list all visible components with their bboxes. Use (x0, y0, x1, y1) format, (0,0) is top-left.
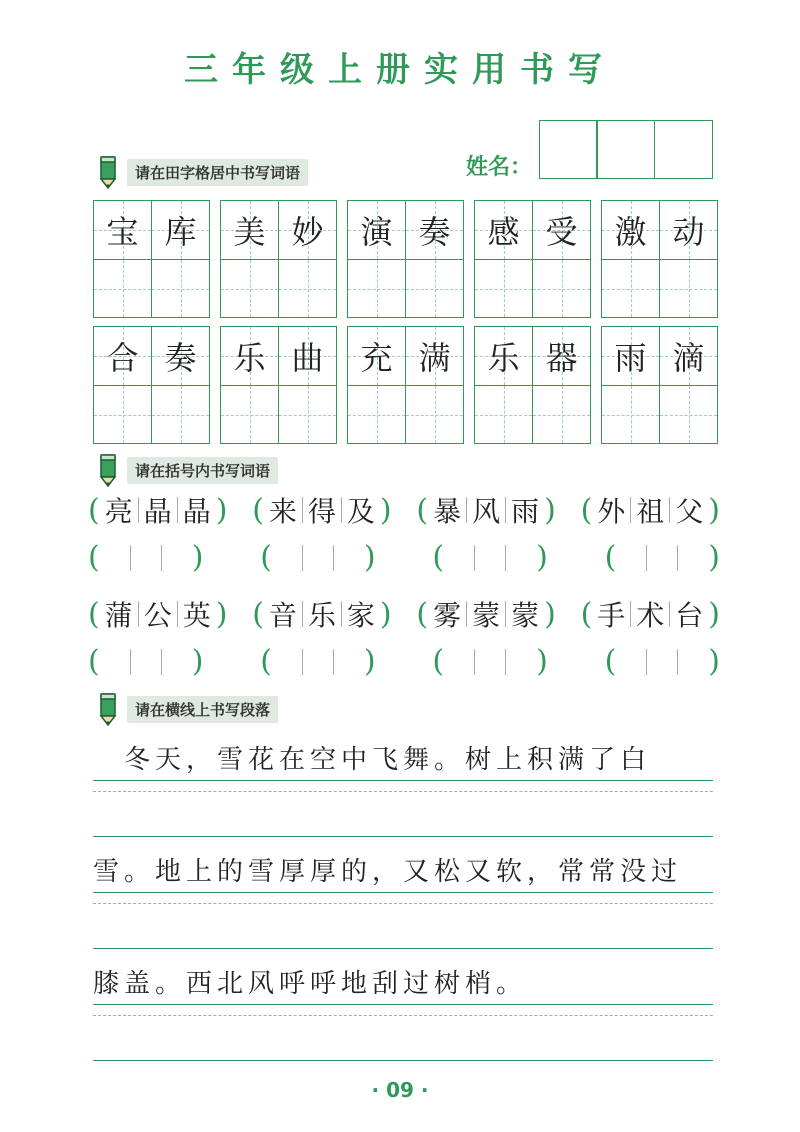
paren-character: 外 (597, 495, 626, 528)
tianzige-cell (94, 201, 151, 317)
open-paren: ( (252, 492, 264, 528)
paragraph-block (93, 852, 713, 949)
cell-practice[interactable] (406, 386, 463, 443)
open-paren: ( (580, 492, 593, 528)
model-character: 美 (233, 213, 266, 251)
solid-rule (93, 1060, 713, 1061)
char-divider (333, 649, 334, 675)
cell-model (533, 327, 590, 386)
pencil-icon (95, 692, 121, 726)
cell-model (406, 201, 463, 260)
paren-word (252, 594, 391, 634)
model-character: 动 (672, 213, 705, 251)
name-label: 姓名： (466, 155, 533, 180)
close-paren: ) (536, 644, 548, 679)
word-grid (474, 326, 591, 444)
word-grid (474, 200, 591, 318)
paren-character: 英 (182, 599, 211, 632)
solid-rule (93, 948, 713, 949)
cell-practice[interactable] (152, 260, 209, 317)
paren-row-model (88, 490, 720, 530)
cell-model (602, 327, 659, 386)
cell-model (660, 327, 717, 386)
cell-model (406, 327, 463, 386)
paragraph-line: 冬天，雪花在空中飞舞。树上积满了白 (93, 745, 652, 775)
model-character: 合 (106, 339, 139, 377)
open-paren: ( (604, 644, 617, 679)
tianzige-cell (405, 201, 463, 317)
section-2-header (95, 453, 278, 487)
cell-practice[interactable] (475, 260, 532, 317)
tianzige-cell (659, 327, 717, 443)
char-divider (505, 545, 506, 571)
paren-character: 风 (472, 495, 501, 528)
word-grid (601, 200, 718, 318)
paren-row-model (88, 594, 720, 634)
char-divider (130, 649, 131, 675)
model-character: 滴 (672, 339, 705, 377)
page-title: 三年级上册实用书写 (184, 50, 616, 90)
cell-practice[interactable] (221, 260, 278, 317)
char-divider (333, 545, 334, 571)
tianzige-cell (221, 201, 278, 317)
cell-practice[interactable] (533, 260, 590, 317)
tianzige-cell (221, 327, 278, 443)
tianzige-cell (475, 201, 532, 317)
cell-practice[interactable] (602, 260, 659, 317)
paragraph-line: 雪。地上的雪厚厚的，又松又软，常常没过 (93, 857, 683, 887)
paren-character: 雾 (433, 599, 462, 632)
paren-character: 亮 (104, 495, 133, 528)
open-paren: ( (260, 644, 272, 679)
open-paren: ( (416, 596, 429, 632)
char-divider (646, 545, 647, 571)
solid-rule (93, 836, 713, 837)
section-label: 请在括号内书写词语 (127, 457, 278, 484)
paren-row-practice (88, 644, 720, 679)
char-divider (505, 649, 506, 675)
paren-character: 暴 (433, 495, 462, 528)
tianzige-cell (475, 327, 532, 443)
close-paren: ) (191, 540, 204, 575)
cell-model (348, 201, 405, 260)
tianzige-cell (532, 327, 590, 443)
paren-word (581, 594, 720, 634)
cell-practice[interactable] (279, 260, 336, 317)
cell-model (348, 327, 405, 386)
cell-model (602, 201, 659, 260)
paren-character: 公 (143, 599, 172, 632)
close-paren: ) (379, 492, 392, 528)
paren-word (416, 594, 555, 634)
open-paren: ( (252, 596, 264, 632)
close-paren: ) (215, 492, 228, 528)
open-paren: ( (88, 596, 100, 632)
tianzige-cell (278, 201, 336, 317)
close-paren: ) (363, 644, 376, 679)
tianzige-cell (94, 327, 151, 443)
paren-word (88, 594, 227, 634)
tianzige-cell (348, 327, 405, 443)
model-character: 受 (545, 213, 578, 251)
paren-word (416, 490, 555, 530)
open-paren: ( (416, 492, 429, 528)
cell-model (475, 327, 532, 386)
paragraph-block (93, 964, 713, 1061)
cell-practice[interactable] (406, 260, 463, 317)
paren-character: 晶 (143, 495, 172, 528)
cell-model (475, 201, 532, 260)
paren-character: 父 (675, 495, 704, 528)
close-paren: ) (544, 596, 556, 632)
char-divider (302, 649, 303, 675)
close-paren: ) (544, 492, 556, 528)
writing-space[interactable] (93, 904, 713, 948)
char-divider (474, 649, 475, 675)
cell-practice[interactable] (475, 386, 532, 443)
paren-character: 家 (346, 599, 375, 632)
name-boxes (540, 120, 713, 179)
close-paren: ) (379, 596, 392, 632)
model-character: 感 (487, 213, 520, 251)
close-paren: ) (363, 540, 376, 575)
paren-character: 来 (268, 495, 297, 528)
tianzige-cell (151, 201, 209, 317)
cell-practice[interactable] (660, 260, 717, 317)
model-character: 奏 (418, 213, 451, 251)
writing-space[interactable] (93, 792, 713, 836)
close-paren: ) (536, 540, 548, 575)
cell-model (152, 201, 209, 260)
paren-word (581, 490, 720, 530)
word-grid (601, 326, 718, 444)
tianzige-cell (151, 327, 209, 443)
tianzige-cell (405, 327, 463, 443)
writing-space[interactable] (93, 1016, 713, 1060)
model-character: 乐 (487, 339, 520, 377)
open-paren: ( (580, 596, 593, 632)
char-divider (161, 545, 162, 571)
cell-model (221, 327, 278, 386)
cell-practice[interactable] (94, 386, 151, 443)
char-divider (677, 545, 678, 571)
model-character: 雨 (614, 339, 647, 377)
close-paren: ) (215, 596, 228, 632)
char-divider (302, 545, 303, 571)
open-paren: ( (432, 644, 445, 679)
paren-character: 雨 (511, 495, 540, 528)
cell-model (279, 201, 336, 260)
paren-character: 及 (346, 495, 375, 528)
paren-character: 音 (268, 599, 297, 632)
close-paren: ) (708, 596, 720, 632)
model-character: 器 (545, 339, 578, 377)
word-grid (93, 200, 210, 318)
cell-practice[interactable] (602, 386, 659, 443)
paren-blank[interactable] (605, 540, 720, 575)
name-box[interactable] (539, 120, 598, 179)
open-paren: ( (260, 540, 272, 575)
paren-blank[interactable] (260, 540, 375, 575)
section-label: 请在田字格居中书写词语 (127, 159, 308, 186)
word-grid (347, 200, 464, 318)
cell-model (152, 327, 209, 386)
section-1-header (95, 155, 308, 189)
model-character: 激 (614, 213, 647, 251)
paren-character: 祖 (636, 495, 665, 528)
paragraph-line: 膝盖。西北风呼呼地刮过树梢。 (93, 969, 528, 999)
open-paren: ( (88, 492, 100, 528)
paren-character: 蒲 (104, 599, 133, 632)
pencil-icon (95, 155, 121, 189)
word-grid (220, 200, 337, 318)
cell-practice[interactable] (94, 260, 151, 317)
cell-practice[interactable] (533, 386, 590, 443)
cell-practice[interactable] (348, 260, 405, 317)
close-paren: ) (708, 492, 720, 528)
pencil-icon (95, 453, 121, 487)
cell-model (94, 201, 151, 260)
model-character: 奏 (164, 339, 197, 377)
paren-character: 蒙 (472, 599, 501, 632)
paren-character: 台 (675, 599, 704, 632)
paren-character: 蒙 (511, 599, 540, 632)
paren-character: 乐 (307, 599, 336, 632)
cell-practice[interactable] (279, 386, 336, 443)
open-paren: ( (604, 540, 617, 575)
model-character: 演 (360, 213, 393, 251)
cell-model (660, 201, 717, 260)
paren-blank[interactable] (260, 644, 375, 679)
close-paren: ) (191, 644, 204, 679)
tianzige-cell (278, 327, 336, 443)
word-grid-row (93, 200, 718, 318)
open-paren: ( (88, 540, 100, 575)
open-paren: ( (88, 644, 100, 679)
tianzige-cell (602, 201, 659, 317)
char-divider (646, 649, 647, 675)
section-3-header (95, 692, 278, 726)
char-divider (677, 649, 678, 675)
char-divider (130, 545, 131, 571)
paren-word (88, 490, 227, 530)
tianzige-cell (659, 201, 717, 317)
char-divider (161, 649, 162, 675)
close-paren: ) (708, 540, 720, 575)
model-character: 满 (418, 339, 451, 377)
cell-model (94, 327, 151, 386)
word-grid (93, 326, 210, 444)
tianzige-cell (602, 327, 659, 443)
paren-word (252, 490, 391, 530)
char-divider (474, 545, 475, 571)
model-character: 宝 (106, 213, 139, 251)
model-character: 充 (360, 339, 393, 377)
paren-row-practice (88, 540, 720, 575)
word-grid (347, 326, 464, 444)
paren-blank[interactable] (432, 644, 547, 679)
model-character: 曲 (291, 339, 324, 377)
paren-blank[interactable] (88, 540, 203, 575)
open-paren: ( (432, 540, 445, 575)
cell-practice[interactable] (221, 386, 278, 443)
tianzige-cell (532, 201, 590, 317)
model-character: 乐 (233, 339, 266, 377)
cell-model (533, 201, 590, 260)
name-box[interactable] (654, 120, 713, 179)
cell-model (279, 327, 336, 386)
paren-blank[interactable] (88, 644, 203, 679)
model-character: 库 (164, 213, 197, 251)
cell-practice[interactable] (348, 386, 405, 443)
paren-character: 晶 (182, 495, 211, 528)
paren-character: 术 (636, 599, 665, 632)
model-character: 妙 (291, 213, 324, 251)
word-grid (220, 326, 337, 444)
cell-model (221, 201, 278, 260)
word-grid-row (93, 326, 718, 444)
paren-character: 手 (597, 599, 626, 632)
paren-character: 得 (307, 495, 336, 528)
tianzige-cell (348, 201, 405, 317)
section-label: 请在横线上书写段落 (127, 696, 278, 723)
name-box[interactable] (596, 120, 655, 179)
close-paren: ) (708, 644, 720, 679)
paren-blank[interactable] (605, 644, 720, 679)
page-number: · 09 · (371, 1078, 429, 1102)
paren-blank[interactable] (432, 540, 547, 575)
cell-practice[interactable] (660, 386, 717, 443)
paragraph-block (93, 740, 713, 837)
cell-practice[interactable] (152, 386, 209, 443)
